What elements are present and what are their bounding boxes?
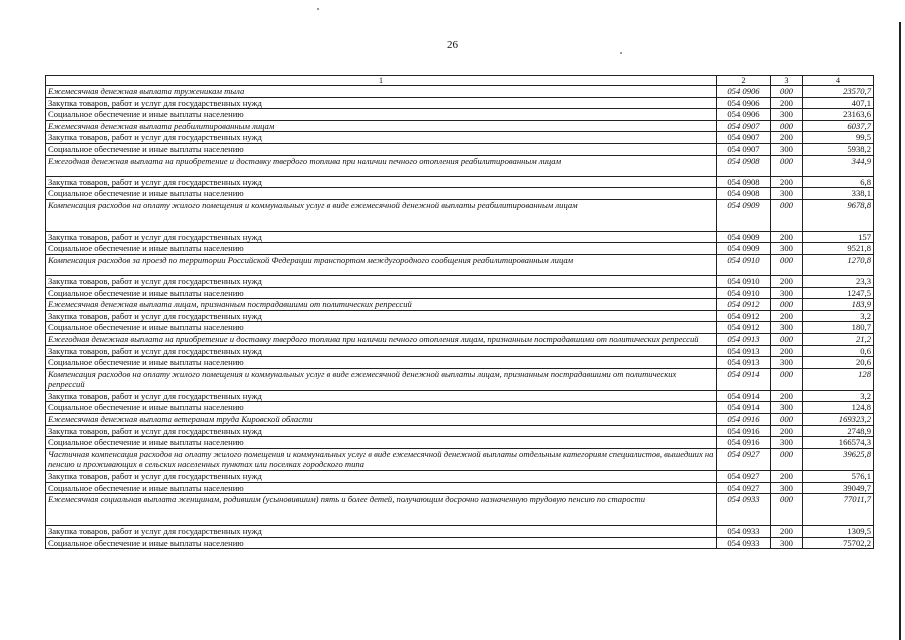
header-cell-name: 1 — [46, 76, 717, 86]
table-row — [46, 188, 874, 200]
row-vr-cell: 000 — [771, 333, 803, 345]
budget-table — [45, 75, 874, 549]
row-vr-cell: 300 — [771, 243, 803, 255]
row-code-cell: 054 0912 — [717, 310, 771, 322]
row-amount-cell: 1270,8 — [803, 254, 874, 275]
row-amount-cell: 407,1 — [803, 97, 874, 109]
row-name-cell: Закупка товаров, работ и услуг для государственных нужд — [46, 390, 717, 402]
row-vr-cell: 000 — [771, 254, 803, 275]
table-row — [46, 494, 874, 526]
table-row — [46, 109, 874, 121]
header-cell-code: 2 — [717, 76, 771, 86]
row-name-cell: Социальное обеспечение и иные выплаты населению — [46, 537, 717, 549]
row-name-cell: Ежемесячная денежная выплата ветеранам труда Кировской области — [46, 414, 717, 426]
row-vr-cell: 000 — [771, 299, 803, 311]
table-row — [46, 333, 874, 345]
row-amount-cell: 21,2 — [803, 333, 874, 345]
table-row — [46, 448, 874, 470]
row-amount-cell: 344,9 — [803, 155, 874, 176]
row-vr-cell: 200 — [771, 471, 803, 483]
table-row — [46, 120, 874, 132]
page-number: 26 — [447, 39, 458, 51]
row-name-cell: Социальное обеспечение и иные выплаты населению — [46, 437, 717, 449]
table-row — [46, 299, 874, 311]
row-code-cell: 054 0916 — [717, 437, 771, 449]
row-code-cell: 054 0910 — [717, 254, 771, 275]
row-vr-cell: 200 — [771, 275, 803, 287]
row-name-cell: Закупка товаров, работ и услуг для государственных нужд — [46, 526, 717, 538]
table-row — [46, 425, 874, 437]
row-code-cell: 054 0913 — [717, 357, 771, 369]
row-vr-cell: 200 — [771, 526, 803, 538]
row-vr-cell: 300 — [771, 287, 803, 299]
row-vr-cell: 200 — [771, 97, 803, 109]
table-row — [46, 471, 874, 483]
table-row — [46, 402, 874, 414]
table-row — [46, 275, 874, 287]
row-amount-cell: 6037,7 — [803, 120, 874, 132]
row-amount-cell: 1309,5 — [803, 526, 874, 538]
table-row — [46, 86, 874, 98]
row-amount-cell: 180,7 — [803, 322, 874, 334]
row-vr-cell: 200 — [771, 390, 803, 402]
row-vr-cell: 300 — [771, 357, 803, 369]
row-code-cell: 054 0927 — [717, 482, 771, 494]
table-row — [46, 322, 874, 334]
row-code-cell: 054 0933 — [717, 537, 771, 549]
row-name-cell: Компенсация расходов за проезд по территории Российской Федерации транспортом междугородного сообщения реабилитированным лицам — [46, 254, 717, 275]
row-code-cell: 054 0912 — [717, 299, 771, 311]
row-vr-cell: 200 — [771, 132, 803, 144]
row-vr-cell: 200 — [771, 310, 803, 322]
table-row — [46, 345, 874, 357]
row-amount-cell: 576,1 — [803, 471, 874, 483]
row-vr-cell: 200 — [771, 231, 803, 243]
table-row — [46, 357, 874, 369]
table-row — [46, 287, 874, 299]
scan-speck — [620, 52, 622, 54]
row-name-cell: Ежемесячная денежная выплата труженикам тыла — [46, 86, 717, 98]
row-amount-cell: 20,6 — [803, 357, 874, 369]
row-vr-cell: 000 — [771, 86, 803, 98]
row-name-cell: Частичная компенсация расходов на оплату жилого помещения и коммунальных услуг в виде ежемесячной денежной выплаты отдельным категориям специалистов, вышедших на пенсию и проживающих в сельских населенных пунктах или поселках городского типа — [46, 448, 717, 470]
table-row — [46, 176, 874, 188]
row-code-cell: 054 0909 — [717, 243, 771, 255]
row-amount-cell: 9678,8 — [803, 199, 874, 231]
row-amount-cell: 23163,6 — [803, 109, 874, 121]
table-row — [46, 437, 874, 449]
row-name-cell: Ежегодная денежная выплата на приобретение и доставку твердого топлива при наличии печного отопления реабилитированным лицам — [46, 155, 717, 176]
table-row — [46, 97, 874, 109]
row-name-cell: Компенсация расходов на оплату жилого помещения и коммунальных услуг в виде ежемесячной денежной выплаты реабилитированным лицам — [46, 199, 717, 231]
row-code-cell: 054 0907 — [717, 143, 771, 155]
table-row — [46, 414, 874, 426]
row-name-cell: Компенсация расходов на оплату жилого помещения и коммунальных услуг в виде ежемесячной денежной выплаты лицам, признанным пострадавшими от политических репрессий — [46, 368, 717, 390]
row-name-cell: Ежемесячная денежная выплата лицам, признанным пострадавшими от политических репрессий — [46, 299, 717, 311]
row-code-cell: 054 0933 — [717, 494, 771, 526]
header-cell-amount: 4 — [803, 76, 874, 86]
row-vr-cell: 000 — [771, 448, 803, 470]
row-amount-cell: 3,2 — [803, 390, 874, 402]
row-amount-cell: 23570,7 — [803, 86, 874, 98]
row-code-cell: 054 0908 — [717, 188, 771, 200]
table-row — [46, 231, 874, 243]
row-amount-cell: 77011,7 — [803, 494, 874, 526]
row-amount-cell: 124,8 — [803, 402, 874, 414]
row-vr-cell: 000 — [771, 120, 803, 132]
row-name-cell: Закупка товаров, работ и услуг для государственных нужд — [46, 97, 717, 109]
row-vr-cell: 300 — [771, 143, 803, 155]
row-name-cell: Закупка товаров, работ и услуг для государственных нужд — [46, 345, 717, 357]
table-row — [46, 526, 874, 538]
row-amount-cell: 75702,2 — [803, 537, 874, 549]
row-code-cell: 054 0906 — [717, 109, 771, 121]
row-amount-cell: 166574,3 — [803, 437, 874, 449]
row-vr-cell: 300 — [771, 537, 803, 549]
row-amount-cell: 3,2 — [803, 310, 874, 322]
row-vr-cell: 300 — [771, 188, 803, 200]
row-amount-cell: 5938,2 — [803, 143, 874, 155]
row-name-cell: Закупка товаров, работ и услуг для государственных нужд — [46, 471, 717, 483]
header-cell-vr: 3 — [771, 76, 803, 86]
table-row — [46, 390, 874, 402]
row-vr-cell: 000 — [771, 199, 803, 231]
row-amount-cell: 338,1 — [803, 188, 874, 200]
row-code-cell: 054 0909 — [717, 199, 771, 231]
row-amount-cell: 6,8 — [803, 176, 874, 188]
row-vr-cell: 200 — [771, 176, 803, 188]
row-name-cell: Социальное обеспечение и иные выплаты населению — [46, 143, 717, 155]
row-name-cell: Социальное обеспечение и иные выплаты населению — [46, 287, 717, 299]
row-vr-cell: 300 — [771, 322, 803, 334]
row-vr-cell: 000 — [771, 414, 803, 426]
row-code-cell: 054 0916 — [717, 425, 771, 437]
row-name-cell: Социальное обеспечение и иные выплаты населению — [46, 357, 717, 369]
row-amount-cell: 128 — [803, 368, 874, 390]
row-code-cell: 054 0910 — [717, 275, 771, 287]
row-vr-cell: 000 — [771, 368, 803, 390]
table-row — [46, 143, 874, 155]
row-code-cell: 054 0913 — [717, 333, 771, 345]
row-name-cell: Социальное обеспечение и иные выплаты населению — [46, 109, 717, 121]
table-row — [46, 243, 874, 255]
row-code-cell: 054 0907 — [717, 120, 771, 132]
row-vr-cell: 200 — [771, 345, 803, 357]
row-vr-cell: 300 — [771, 482, 803, 494]
row-code-cell: 054 0906 — [717, 86, 771, 98]
row-vr-cell: 300 — [771, 109, 803, 121]
table-row — [46, 199, 874, 231]
row-name-cell: Закупка товаров, работ и услуг для государственных нужд — [46, 132, 717, 144]
row-amount-cell: 23,3 — [803, 275, 874, 287]
row-code-cell: 054 0907 — [717, 132, 771, 144]
row-code-cell: 054 0914 — [717, 390, 771, 402]
table-row — [46, 368, 874, 390]
row-amount-cell: 39049,7 — [803, 482, 874, 494]
row-name-cell: Социальное обеспечение и иные выплаты населению — [46, 402, 717, 414]
row-name-cell: Ежемесячная денежная выплата реабилитированным лицам — [46, 120, 717, 132]
table-row — [46, 310, 874, 322]
scan-speck — [317, 8, 319, 10]
table-header-row — [46, 76, 874, 86]
row-amount-cell: 2748,9 — [803, 425, 874, 437]
row-amount-cell: 157 — [803, 231, 874, 243]
row-amount-cell: 183,9 — [803, 299, 874, 311]
row-vr-cell: 000 — [771, 155, 803, 176]
row-vr-cell: 300 — [771, 402, 803, 414]
row-amount-cell: 169323,2 — [803, 414, 874, 426]
row-vr-cell: 000 — [771, 494, 803, 526]
row-name-cell: Социальное обеспечение и иные выплаты населению — [46, 322, 717, 334]
row-amount-cell: 1247,5 — [803, 287, 874, 299]
row-code-cell: 054 0927 — [717, 448, 771, 470]
row-name-cell: Ежемесячная социальная выплата женщинам, родившим (усыновившим) пять и более детей, получающим досрочно назначенную трудовую пенсию по старости — [46, 494, 717, 526]
row-code-cell: 054 0908 — [717, 176, 771, 188]
row-code-cell: 054 0913 — [717, 345, 771, 357]
row-name-cell: Закупка товаров, работ и услуг для государственных нужд — [46, 425, 717, 437]
row-code-cell: 054 0914 — [717, 402, 771, 414]
row-name-cell: Закупка товаров, работ и услуг для государственных нужд — [46, 310, 717, 322]
row-amount-cell: 39625,8 — [803, 448, 874, 470]
row-name-cell: Закупка товаров, работ и услуг для государственных нужд — [46, 275, 717, 287]
row-code-cell: 054 0927 — [717, 471, 771, 483]
table-row — [46, 132, 874, 144]
row-name-cell: Социальное обеспечение и иные выплаты населению — [46, 243, 717, 255]
table-row — [46, 482, 874, 494]
row-vr-cell: 300 — [771, 437, 803, 449]
table-row — [46, 537, 874, 549]
row-code-cell: 054 0908 — [717, 155, 771, 176]
row-name-cell: Социальное обеспечение и иные выплаты населению — [46, 188, 717, 200]
row-amount-cell: 99,5 — [803, 132, 874, 144]
row-code-cell: 054 0914 — [717, 368, 771, 390]
row-code-cell: 054 0912 — [717, 322, 771, 334]
row-code-cell: 054 0933 — [717, 526, 771, 538]
row-name-cell: Закупка товаров, работ и услуг для государственных нужд — [46, 231, 717, 243]
page-edge-rule — [899, 22, 901, 640]
row-vr-cell: 200 — [771, 425, 803, 437]
row-code-cell: 054 0916 — [717, 414, 771, 426]
table-row — [46, 155, 874, 176]
row-code-cell: 054 0906 — [717, 97, 771, 109]
row-code-cell: 054 0910 — [717, 287, 771, 299]
row-amount-cell: 0,6 — [803, 345, 874, 357]
row-code-cell: 054 0909 — [717, 231, 771, 243]
row-name-cell: Закупка товаров, работ и услуг для государственных нужд — [46, 176, 717, 188]
row-name-cell: Социальное обеспечение и иные выплаты населению — [46, 482, 717, 494]
row-amount-cell: 9521,8 — [803, 243, 874, 255]
table-row — [46, 254, 874, 275]
row-name-cell: Ежегодная денежная выплата на приобретение и доставку твердого топлива при наличии печного отопления лицам, признанным пострадавшими от политических репрессий — [46, 333, 717, 345]
